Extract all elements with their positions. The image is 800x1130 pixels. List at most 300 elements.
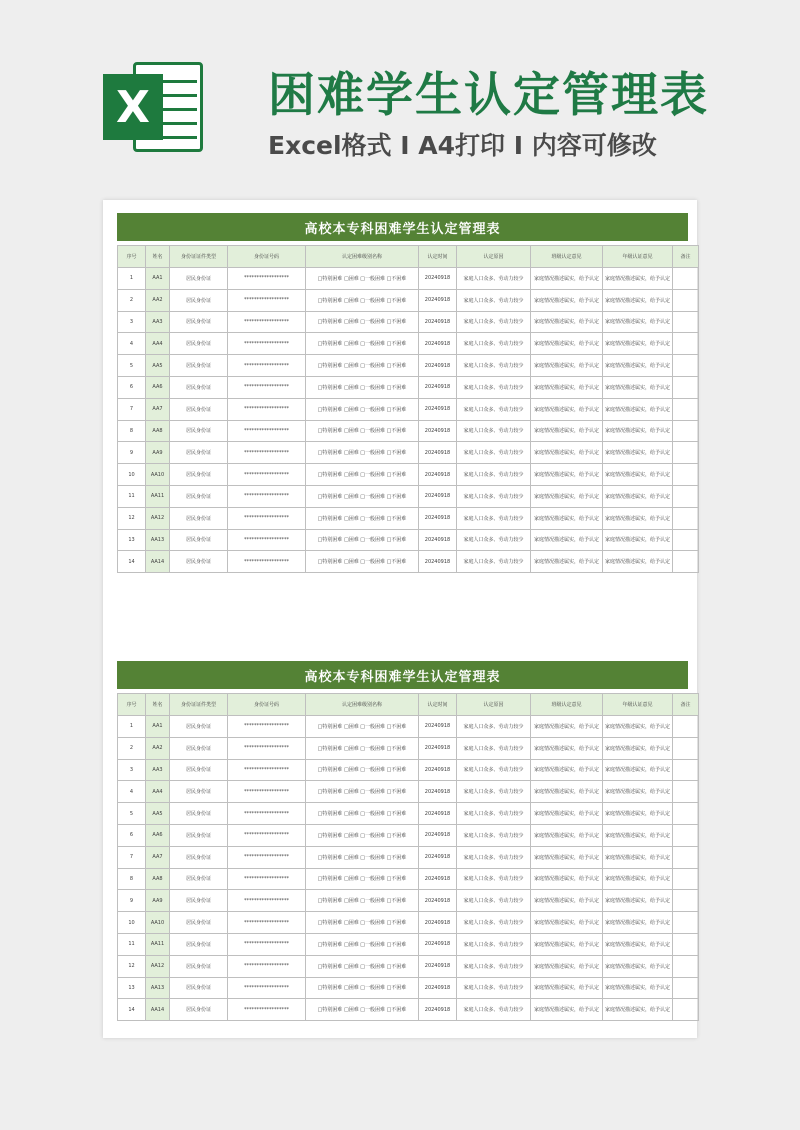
table-cell-col-reason[interactable]: 家庭人口众多、劳动力较少 <box>457 311 531 333</box>
table-cell-col-id-type[interactable]: 居民身份证 <box>170 355 228 377</box>
table-cell-col-name[interactable]: AA9 <box>146 890 170 912</box>
table-cell-col-grade-opinion[interactable]: 家庭情况描述属实，给予认定 <box>603 333 673 355</box>
table-cell-col-id-number[interactable]: ****************** <box>228 355 306 377</box>
table-cell-col-index[interactable]: 3 <box>118 311 146 333</box>
table-cell-col-index[interactable]: 9 <box>118 442 146 464</box>
table-cell-col-class-opinion[interactable]: 家庭情况描述属实，给予认定 <box>531 551 603 573</box>
table-cell-col-id-number[interactable]: ****************** <box>228 759 306 781</box>
table-cell-col-grade-opinion[interactable]: 家庭情况描述属实，给予认定 <box>603 398 673 420</box>
table-cell-col-remark[interactable] <box>673 977 699 999</box>
table-cell-col-name[interactable]: AA7 <box>146 846 170 868</box>
table-cell-col-date[interactable]: 20240918 <box>419 529 457 551</box>
table-cell-col-grade-opinion[interactable]: 家庭情况描述属实，给予认定 <box>603 485 673 507</box>
table-cell-col-name[interactable]: AA2 <box>146 737 170 759</box>
table-cell-col-class-opinion[interactable]: 家庭情况描述属实，给予认定 <box>531 716 603 738</box>
table-cell-col-id-type[interactable]: 居民身份证 <box>170 781 228 803</box>
table-cell-col-date[interactable]: 20240918 <box>419 868 457 890</box>
table-cell-col-id-type[interactable]: 居民身份证 <box>170 529 228 551</box>
table-cell-col-class-opinion[interactable]: 家庭情况描述属实，给予认定 <box>531 977 603 999</box>
table-cell-col-name[interactable]: AA11 <box>146 485 170 507</box>
table-cell-col-id-type[interactable]: 居民身份证 <box>170 716 228 738</box>
table-cell-col-id-type[interactable]: 居民身份证 <box>170 398 228 420</box>
table-cell-col-date[interactable]: 20240918 <box>419 355 457 377</box>
table-cell-col-id-number[interactable]: ****************** <box>228 376 306 398</box>
table-cell-col-index[interactable]: 3 <box>118 759 146 781</box>
table-cell-col-remark[interactable] <box>673 824 699 846</box>
table-cell-col-class-opinion[interactable]: 家庭情况描述属实，给予认定 <box>531 398 603 420</box>
table-cell-col-index[interactable]: 2 <box>118 289 146 311</box>
table-cell-col-date[interactable]: 20240918 <box>419 311 457 333</box>
table-cell-col-level[interactable]: □特别困难 □困难 □一般困难 □不困难 <box>306 759 419 781</box>
table-cell-col-index[interactable]: 7 <box>118 398 146 420</box>
table-cell-col-remark[interactable] <box>673 781 699 803</box>
table-cell-col-name[interactable]: AA8 <box>146 420 170 442</box>
table-cell-col-date[interactable]: 20240918 <box>419 485 457 507</box>
table-cell-col-reason[interactable]: 家庭人口众多、劳动力较少 <box>457 420 531 442</box>
table-cell-col-name[interactable]: AA4 <box>146 781 170 803</box>
table-cell-col-level[interactable]: □特别困难 □困难 □一般困难 □不困难 <box>306 333 419 355</box>
table-cell-col-level[interactable]: □特别困难 □困难 □一般困难 □不困难 <box>306 803 419 825</box>
table-cell-col-remark[interactable] <box>673 507 699 529</box>
table-cell-col-index[interactable]: 9 <box>118 890 146 912</box>
table-cell-col-reason[interactable]: 家庭人口众多、劳动力较少 <box>457 781 531 803</box>
table-cell-col-reason[interactable]: 家庭人口众多、劳动力较少 <box>457 551 531 573</box>
table-cell-col-name[interactable]: AA10 <box>146 464 170 486</box>
table-cell-col-level[interactable]: □特别困难 □困难 □一般困难 □不困难 <box>306 977 419 999</box>
table-cell-col-class-opinion[interactable]: 家庭情况描述属实，给予认定 <box>531 803 603 825</box>
table-cell-col-date[interactable]: 20240918 <box>419 289 457 311</box>
table-cell-col-grade-opinion[interactable]: 家庭情况描述属实，给予认定 <box>603 933 673 955</box>
table-cell-col-class-opinion[interactable]: 家庭情况描述属实，给予认定 <box>531 289 603 311</box>
table-cell-col-id-number[interactable]: ****************** <box>228 311 306 333</box>
table-cell-col-grade-opinion[interactable]: 家庭情况描述属实，给予认定 <box>603 464 673 486</box>
table-cell-col-grade-opinion[interactable]: 家庭情况描述属实，给予认定 <box>603 759 673 781</box>
table-cell-col-level[interactable]: □特别困难 □困难 □一般困难 □不困难 <box>306 955 419 977</box>
column-header-col-date: 认定时间 <box>419 694 457 716</box>
table-cell-col-name[interactable]: AA12 <box>146 507 170 529</box>
column-header-col-id-type: 身份证证件类型 <box>170 246 228 268</box>
table-cell-col-id-type[interactable]: 居民身份证 <box>170 551 228 573</box>
table-cell-col-date[interactable]: 20240918 <box>419 333 457 355</box>
table-cell-col-remark[interactable] <box>673 442 699 464</box>
table-cell-col-id-type[interactable]: 居民身份证 <box>170 846 228 868</box>
table-cell-col-class-opinion[interactable]: 家庭情况描述属实，给予认定 <box>531 529 603 551</box>
table-cell-col-grade-opinion[interactable]: 家庭情况描述属实，给予认定 <box>603 529 673 551</box>
table-cell-col-class-opinion[interactable]: 家庭情况描述属实，给予认定 <box>531 890 603 912</box>
table-cell-col-class-opinion[interactable]: 家庭情况描述属实，给予认定 <box>531 420 603 442</box>
table-cell-col-date[interactable]: 20240918 <box>419 846 457 868</box>
table-cell-col-index[interactable]: 13 <box>118 529 146 551</box>
table-cell-col-remark[interactable] <box>673 464 699 486</box>
table-cell-col-id-type[interactable]: 居民身份证 <box>170 376 228 398</box>
table-cell-col-remark[interactable] <box>673 529 699 551</box>
table-cell-col-id-type[interactable]: 居民身份证 <box>170 955 228 977</box>
table-row <box>118 311 699 333</box>
table-cell-col-remark[interactable] <box>673 955 699 977</box>
table-cell-col-date[interactable]: 20240918 <box>419 933 457 955</box>
table-cell-col-grade-opinion[interactable]: 家庭情况描述属实，给予认定 <box>603 420 673 442</box>
table-cell-col-class-opinion[interactable]: 家庭情况描述属实，给予认定 <box>531 485 603 507</box>
table-cell-col-reason[interactable]: 家庭人口众多、劳动力较少 <box>457 355 531 377</box>
table-cell-col-remark[interactable] <box>673 737 699 759</box>
table-cell-col-grade-opinion[interactable]: 家庭情况描述属实，给予认定 <box>603 289 673 311</box>
table-cell-col-remark[interactable] <box>673 311 699 333</box>
table-cell-col-id-number[interactable]: ****************** <box>228 781 306 803</box>
table-cell-col-level[interactable]: □特别困难 □困难 □一般困难 □不困难 <box>306 464 419 486</box>
table-cell-col-name[interactable]: AA12 <box>146 955 170 977</box>
table-row <box>118 933 699 955</box>
table-cell-col-id-number[interactable]: ****************** <box>228 890 306 912</box>
table-cell-col-id-number[interactable]: ****************** <box>228 507 306 529</box>
table-cell-col-reason[interactable]: 家庭人口众多、劳动力较少 <box>457 846 531 868</box>
table-cell-col-id-type[interactable]: 居民身份证 <box>170 933 228 955</box>
table-cell-col-name[interactable]: AA1 <box>146 268 170 290</box>
table-cell-col-id-number[interactable]: ****************** <box>228 933 306 955</box>
table-cell-col-id-type[interactable]: 居民身份证 <box>170 890 228 912</box>
table-cell-col-remark[interactable] <box>673 289 699 311</box>
table-cell-col-class-opinion[interactable]: 家庭情况描述属实，给予认定 <box>531 311 603 333</box>
table-cell-col-id-type[interactable]: 居民身份证 <box>170 333 228 355</box>
table-cell-col-level[interactable]: □特别困难 □困难 □一般困难 □不困难 <box>306 485 419 507</box>
table-cell-col-grade-opinion[interactable]: 家庭情况描述属实，给予认定 <box>603 846 673 868</box>
table-cell-col-date[interactable]: 20240918 <box>419 507 457 529</box>
table-cell-col-class-opinion[interactable]: 家庭情况描述属实，给予认定 <box>531 376 603 398</box>
table-cell-col-id-type[interactable]: 居民身份证 <box>170 868 228 890</box>
table-cell-col-index[interactable]: 4 <box>118 781 146 803</box>
table-cell-col-reason[interactable]: 家庭人口众多、劳动力较少 <box>457 912 531 934</box>
table-cell-col-id-number[interactable]: ****************** <box>228 999 306 1021</box>
table-cell-col-date[interactable]: 20240918 <box>419 464 457 486</box>
table-cell-col-class-opinion[interactable]: 家庭情况描述属实，给予认定 <box>531 868 603 890</box>
table-cell-col-date[interactable]: 20240918 <box>419 824 457 846</box>
table-cell-col-remark[interactable] <box>673 420 699 442</box>
table-cell-col-id-type[interactable]: 居民身份证 <box>170 485 228 507</box>
table-cell-col-id-number[interactable]: ****************** <box>228 289 306 311</box>
table-cell-col-index[interactable]: 8 <box>118 868 146 890</box>
table-cell-col-class-opinion[interactable]: 家庭情况描述属实，给予认定 <box>531 268 603 290</box>
table-cell-col-class-opinion[interactable]: 家庭情况描述属实，给予认定 <box>531 507 603 529</box>
table-cell-col-index[interactable]: 10 <box>118 464 146 486</box>
table-cell-col-id-type[interactable]: 居民身份证 <box>170 999 228 1021</box>
table-cell-col-reason[interactable]: 家庭人口众多、劳动力较少 <box>457 933 531 955</box>
table-cell-col-grade-opinion[interactable]: 家庭情况描述属实，给予认定 <box>603 999 673 1021</box>
table-cell-col-reason[interactable]: 家庭人口众多、劳动力较少 <box>457 999 531 1021</box>
table-row <box>118 529 699 551</box>
table-cell-col-level[interactable]: □特别困难 □困难 □一般困难 □不困难 <box>306 737 419 759</box>
table-cell-col-class-opinion[interactable]: 家庭情况描述属实，给予认定 <box>531 999 603 1021</box>
table-cell-col-class-opinion[interactable]: 家庭情况描述属实，给予认定 <box>531 846 603 868</box>
table-cell-col-id-type[interactable]: 居民身份证 <box>170 912 228 934</box>
table-cell-col-date[interactable]: 20240918 <box>419 999 457 1021</box>
table-cell-col-remark[interactable] <box>673 268 699 290</box>
table-cell-col-remark[interactable] <box>673 890 699 912</box>
table-cell-col-remark[interactable] <box>673 485 699 507</box>
table-cell-col-name[interactable]: AA6 <box>146 824 170 846</box>
table-cell-col-grade-opinion[interactable]: 家庭情况描述属实，给予认定 <box>603 781 673 803</box>
table-cell-col-index[interactable]: 13 <box>118 977 146 999</box>
table-cell-col-name[interactable]: AA14 <box>146 551 170 573</box>
table-cell-col-date[interactable]: 20240918 <box>419 551 457 573</box>
table-cell-col-reason[interactable]: 家庭人口众多、劳动力较少 <box>457 824 531 846</box>
table-cell-col-grade-opinion[interactable]: 家庭情况描述属实，给予认定 <box>603 551 673 573</box>
table-cell-col-id-number[interactable]: ****************** <box>228 398 306 420</box>
table-cell-col-name[interactable]: AA2 <box>146 289 170 311</box>
table-cell-col-index[interactable]: 11 <box>118 933 146 955</box>
column-header-col-level: 认定困难级别名称 <box>306 694 419 716</box>
table-cell-col-grade-opinion[interactable]: 家庭情况描述属实，给予认定 <box>603 868 673 890</box>
table-cell-col-date[interactable]: 20240918 <box>419 737 457 759</box>
table-cell-col-remark[interactable] <box>673 333 699 355</box>
table-cell-col-level[interactable]: □特别困难 □困难 □一般困难 □不困难 <box>306 442 419 464</box>
table-cell-col-date[interactable]: 20240918 <box>419 398 457 420</box>
table-cell-col-name[interactable]: AA4 <box>146 333 170 355</box>
table-cell-col-reason[interactable]: 家庭人口众多、劳动力较少 <box>457 507 531 529</box>
table-cell-col-id-number[interactable]: ****************** <box>228 442 306 464</box>
table-cell-col-reason[interactable]: 家庭人口众多、劳动力较少 <box>457 376 531 398</box>
table-cell-col-grade-opinion[interactable]: 家庭情况描述属实，给予认定 <box>603 824 673 846</box>
table-cell-col-class-opinion[interactable]: 家庭情况描述属实，给予认定 <box>531 781 603 803</box>
table-cell-col-date[interactable]: 20240918 <box>419 716 457 738</box>
table-cell-col-name[interactable]: AA5 <box>146 803 170 825</box>
table-cell-col-level[interactable]: □特别困难 □困难 □一般困难 □不困难 <box>306 420 419 442</box>
table-cell-col-grade-opinion[interactable]: 家庭情况描述属实，给予认定 <box>603 955 673 977</box>
table-cell-col-grade-opinion[interactable]: 家庭情况描述属实，给予认定 <box>603 977 673 999</box>
table-cell-col-level[interactable]: □特别困难 □困难 □一般困难 □不困难 <box>306 551 419 573</box>
table-row <box>118 977 699 999</box>
table-cell-col-class-opinion[interactable]: 家庭情况描述属实，给予认定 <box>531 955 603 977</box>
table-cell-col-reason[interactable]: 家庭人口众多、劳动力较少 <box>457 759 531 781</box>
table-cell-col-class-opinion[interactable]: 家庭情况描述属实，给予认定 <box>531 442 603 464</box>
table-cell-col-remark[interactable] <box>673 376 699 398</box>
table-cell-col-id-type[interactable]: 居民身份证 <box>170 311 228 333</box>
table-cell-col-id-number[interactable]: ****************** <box>228 333 306 355</box>
table-cell-col-grade-opinion[interactable]: 家庭情况描述属实，给予认定 <box>603 737 673 759</box>
table-cell-col-grade-opinion[interactable]: 家庭情况描述属实，给予认定 <box>603 912 673 934</box>
table-cell-col-remark[interactable] <box>673 868 699 890</box>
table-cell-col-name[interactable]: AA3 <box>146 311 170 333</box>
table-cell-col-id-type[interactable]: 居民身份证 <box>170 442 228 464</box>
table-cell-col-class-opinion[interactable]: 家庭情况描述属实，给予认定 <box>531 933 603 955</box>
table-cell-col-grade-opinion[interactable]: 家庭情况描述属实，给予认定 <box>603 355 673 377</box>
table-cell-col-reason[interactable]: 家庭人口众多、劳动力较少 <box>457 955 531 977</box>
table-cell-col-level[interactable]: □特别困难 □困难 □一般困难 □不困难 <box>306 507 419 529</box>
table-cell-col-reason[interactable]: 家庭人口众多、劳动力较少 <box>457 485 531 507</box>
table-cell-col-date[interactable]: 20240918 <box>419 781 457 803</box>
table-cell-col-date[interactable]: 20240918 <box>419 890 457 912</box>
table-cell-col-class-opinion[interactable]: 家庭情况描述属实，给予认定 <box>531 912 603 934</box>
table-cell-col-class-opinion[interactable]: 家庭情况描述属实，给予认定 <box>531 333 603 355</box>
table-cell-col-remark[interactable] <box>673 398 699 420</box>
table-cell-col-grade-opinion[interactable]: 家庭情况描述属实，给予认定 <box>603 507 673 529</box>
table-cell-col-name[interactable]: AA13 <box>146 529 170 551</box>
table-cell-col-grade-opinion[interactable]: 家庭情况描述属实，给予认定 <box>603 268 673 290</box>
table-cell-col-index[interactable]: 7 <box>118 846 146 868</box>
table-cell-col-level[interactable]: □特别困难 □困难 □一般困难 □不困难 <box>306 933 419 955</box>
table-cell-col-name[interactable]: AA13 <box>146 977 170 999</box>
table-cell-col-index[interactable]: 1 <box>118 268 146 290</box>
column-header-col-date: 认定时间 <box>419 246 457 268</box>
table-cell-col-date[interactable]: 20240918 <box>419 759 457 781</box>
table-cell-col-index[interactable]: 2 <box>118 737 146 759</box>
table-cell-col-grade-opinion[interactable]: 家庭情况描述属实，给予认定 <box>603 376 673 398</box>
table-cell-col-index[interactable]: 5 <box>118 803 146 825</box>
table-cell-col-level[interactable]: □特别困难 □困难 □一般困难 □不困难 <box>306 868 419 890</box>
table-cell-col-id-type[interactable]: 居民身份证 <box>170 977 228 999</box>
table-cell-col-grade-opinion[interactable]: 家庭情况描述属实，给予认定 <box>603 803 673 825</box>
table-cell-col-name[interactable]: AA9 <box>146 442 170 464</box>
table-cell-col-level[interactable]: □特别困难 □困难 □一般困难 □不困难 <box>306 268 419 290</box>
table-cell-col-index[interactable]: 12 <box>118 955 146 977</box>
table-cell-col-name[interactable]: AA3 <box>146 759 170 781</box>
table-cell-col-id-number[interactable]: ****************** <box>228 824 306 846</box>
table-cell-col-index[interactable]: 14 <box>118 551 146 573</box>
logo-grid-line <box>161 122 197 125</box>
table-cell-col-id-number[interactable]: ****************** <box>228 529 306 551</box>
table-cell-col-index[interactable]: 6 <box>118 376 146 398</box>
table-cell-col-id-type[interactable]: 居民身份证 <box>170 507 228 529</box>
table-cell-col-level[interactable]: □特别困难 □困难 □一般困难 □不困难 <box>306 355 419 377</box>
table-cell-col-name[interactable]: AA1 <box>146 716 170 738</box>
table-cell-col-level[interactable]: □特别困难 □困难 □一般困难 □不困难 <box>306 846 419 868</box>
table-cell-col-id-number[interactable]: ****************** <box>228 977 306 999</box>
table-cell-col-id-type[interactable]: 居民身份证 <box>170 759 228 781</box>
table-cell-col-reason[interactable]: 家庭人口众多、劳动力较少 <box>457 868 531 890</box>
table-cell-col-grade-opinion[interactable]: 家庭情况描述属实，给予认定 <box>603 890 673 912</box>
table-cell-col-name[interactable]: AA6 <box>146 376 170 398</box>
table-cell-col-remark[interactable] <box>673 846 699 868</box>
table-cell-col-date[interactable]: 20240918 <box>419 955 457 977</box>
table-cell-col-level[interactable]: □特别困难 □困难 □一般困难 □不困难 <box>306 781 419 803</box>
table-cell-col-index[interactable]: 11 <box>118 485 146 507</box>
table-cell-col-id-number[interactable]: ****************** <box>228 485 306 507</box>
table-cell-col-id-number[interactable]: ****************** <box>228 737 306 759</box>
table-cell-col-reason[interactable]: 家庭人口众多、劳动力较少 <box>457 464 531 486</box>
table-cell-col-level[interactable]: □特别困难 □困难 □一般困难 □不困难 <box>306 890 419 912</box>
table-cell-col-date[interactable]: 20240918 <box>419 912 457 934</box>
table-cell-col-index[interactable]: 4 <box>118 333 146 355</box>
table-cell-col-reason[interactable]: 家庭人口众多、劳动力较少 <box>457 803 531 825</box>
table-cell-col-index[interactable]: 10 <box>118 912 146 934</box>
table-cell-col-name[interactable]: AA7 <box>146 398 170 420</box>
table-cell-col-id-number[interactable]: ****************** <box>228 846 306 868</box>
table-cell-col-level[interactable]: □特别困难 □困难 □一般困难 □不困难 <box>306 912 419 934</box>
table-cell-col-reason[interactable]: 家庭人口众多、劳动力较少 <box>457 737 531 759</box>
table-cell-col-id-number[interactable]: ****************** <box>228 912 306 934</box>
table-cell-col-id-number[interactable]: ****************** <box>228 868 306 890</box>
table-cell-col-class-opinion[interactable]: 家庭情况描述属实，给予认定 <box>531 355 603 377</box>
column-header-col-grade-opinion: 年级认证意见 <box>603 246 673 268</box>
table-cell-col-name[interactable]: AA5 <box>146 355 170 377</box>
table-cell-col-class-opinion[interactable]: 家庭情况描述属实，给予认定 <box>531 759 603 781</box>
table-cell-col-index[interactable]: 1 <box>118 716 146 738</box>
table-cell-col-reason[interactable]: 家庭人口众多、劳动力较少 <box>457 890 531 912</box>
table-cell-col-remark[interactable] <box>673 716 699 738</box>
table-cell-col-remark[interactable] <box>673 803 699 825</box>
table-cell-col-id-type[interactable]: 居民身份证 <box>170 737 228 759</box>
table-cell-col-remark[interactable] <box>673 551 699 573</box>
table-cell-col-id-number[interactable]: ****************** <box>228 551 306 573</box>
table-cell-col-grade-opinion[interactable]: 家庭情况描述属实，给予认定 <box>603 442 673 464</box>
table-cell-col-level[interactable]: □特别困难 □困难 □一般困难 □不困难 <box>306 398 419 420</box>
table-cell-col-index[interactable]: 14 <box>118 999 146 1021</box>
table-cell-col-level[interactable]: □特别困难 □困难 □一般困难 □不困难 <box>306 289 419 311</box>
table-cell-col-reason[interactable]: 家庭人口众多、劳动力较少 <box>457 289 531 311</box>
table-cell-col-name[interactable]: AA8 <box>146 868 170 890</box>
table-cell-col-id-type[interactable]: 居民身份证 <box>170 420 228 442</box>
table-cell-col-id-number[interactable]: ****************** <box>228 420 306 442</box>
table-cell-col-id-number[interactable]: ****************** <box>228 955 306 977</box>
table-row <box>118 464 699 486</box>
table-row <box>118 420 699 442</box>
table-cell-col-index[interactable]: 5 <box>118 355 146 377</box>
table-cell-col-level[interactable]: □特别困难 □困难 □一般困难 □不困难 <box>306 311 419 333</box>
table-cell-col-level[interactable]: □特别困难 □困难 □一般困难 □不困难 <box>306 529 419 551</box>
table-cell-col-index[interactable]: 6 <box>118 824 146 846</box>
table-cell-col-remark[interactable] <box>673 759 699 781</box>
table-cell-col-date[interactable]: 20240918 <box>419 977 457 999</box>
table-cell-col-name[interactable]: AA14 <box>146 999 170 1021</box>
column-header-col-remark: 备注 <box>673 694 699 716</box>
table-cell-col-class-opinion[interactable]: 家庭情况描述属实，给予认定 <box>531 464 603 486</box>
table-cell-col-id-type[interactable]: 居民身份证 <box>170 268 228 290</box>
table-cell-col-date[interactable]: 20240918 <box>419 376 457 398</box>
table-row <box>118 846 699 868</box>
table-cell-col-id-number[interactable]: ****************** <box>228 803 306 825</box>
table-cell-col-date[interactable]: 20240918 <box>419 442 457 464</box>
table-cell-col-name[interactable]: AA10 <box>146 912 170 934</box>
table-cell-col-date[interactable]: 20240918 <box>419 268 457 290</box>
table-cell-col-date[interactable]: 20240918 <box>419 803 457 825</box>
table-row <box>118 376 699 398</box>
table-cell-col-id-number[interactable]: ****************** <box>228 716 306 738</box>
table-cell-col-id-type[interactable]: 居民身份证 <box>170 464 228 486</box>
table-cell-col-level[interactable]: □特别困难 □困难 □一般困难 □不困难 <box>306 376 419 398</box>
table-cell-col-reason[interactable]: 家庭人口众多、劳动力较少 <box>457 398 531 420</box>
logo-grid-line <box>161 136 197 139</box>
table-cell-col-level[interactable]: □特别困难 □困难 □一般困难 □不困难 <box>306 824 419 846</box>
table-cell-col-reason[interactable]: 家庭人口众多、劳动力较少 <box>457 977 531 999</box>
logo-grid-line <box>161 94 197 97</box>
table-cell-col-grade-opinion[interactable]: 家庭情况描述属实，给予认定 <box>603 311 673 333</box>
table-cell-col-id-number[interactable]: ****************** <box>228 464 306 486</box>
table-cell-col-id-type[interactable]: 居民身份证 <box>170 803 228 825</box>
table-cell-col-index[interactable]: 12 <box>118 507 146 529</box>
table-cell-col-remark[interactable] <box>673 933 699 955</box>
table-cell-col-level[interactable]: □特别困难 □困难 □一般困难 □不困难 <box>306 716 419 738</box>
table-cell-col-remark[interactable] <box>673 355 699 377</box>
table-cell-col-class-opinion[interactable]: 家庭情况描述属实，给予认定 <box>531 737 603 759</box>
table-cell-col-remark[interactable] <box>673 999 699 1021</box>
table-cell-col-grade-opinion[interactable]: 家庭情况描述属实，给予认定 <box>603 716 673 738</box>
table-cell-col-index[interactable]: 8 <box>118 420 146 442</box>
table-cell-col-reason[interactable]: 家庭人口众多、劳动力较少 <box>457 333 531 355</box>
table-cell-col-name[interactable]: AA11 <box>146 933 170 955</box>
table-cell-col-reason[interactable]: 家庭人口众多、劳动力较少 <box>457 716 531 738</box>
table-cell-col-reason[interactable]: 家庭人口众多、劳动力较少 <box>457 529 531 551</box>
table-cell-col-reason[interactable]: 家庭人口众多、劳动力较少 <box>457 442 531 464</box>
table-row <box>118 803 699 825</box>
column-header-col-grade-opinion: 年级认证意见 <box>603 694 673 716</box>
table-cell-col-reason[interactable]: 家庭人口众多、劳动力较少 <box>457 268 531 290</box>
table-cell-col-id-type[interactable]: 居民身份证 <box>170 289 228 311</box>
table-cell-col-id-type[interactable]: 居民身份证 <box>170 824 228 846</box>
table-cell-col-date[interactable]: 20240918 <box>419 420 457 442</box>
table-cell-col-level[interactable]: □特别困难 □困难 □一般困难 □不困难 <box>306 999 419 1021</box>
table-cell-col-id-number[interactable]: ****************** <box>228 268 306 290</box>
table-row <box>118 485 699 507</box>
table-cell-col-remark[interactable] <box>673 912 699 934</box>
table-cell-col-class-opinion[interactable]: 家庭情况描述属实，给予认定 <box>531 824 603 846</box>
